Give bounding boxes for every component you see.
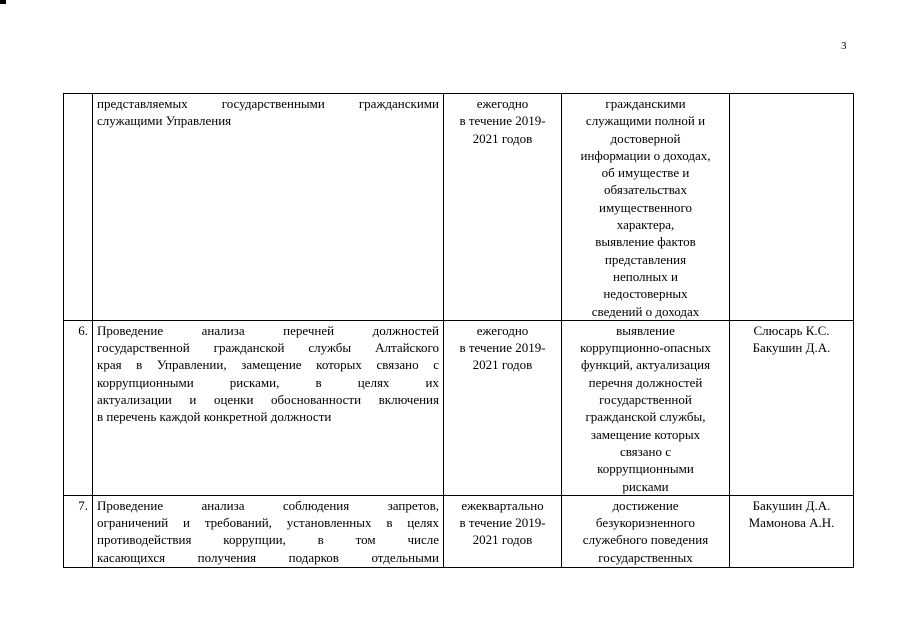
action-line: государственной гражданской службы Алтайского (97, 340, 439, 356)
term-cell: ежеквартально в течение 2019- 2021 годов (444, 495, 562, 567)
action-line: ограничений и требований, установленных в целях (97, 515, 439, 531)
table-row (64, 94, 854, 321)
row-number-cell: 6. (64, 320, 93, 495)
action-line: коррупционными рисками, в целях их (97, 374, 439, 390)
scan-corner-mark (0, 0, 6, 4)
responsible-cell (730, 94, 854, 321)
action-cell (93, 495, 444, 567)
action-line: служащими Управления (97, 113, 232, 129)
row-number-cell (64, 94, 93, 321)
action-line: Проведение анализа перечней должностей (97, 322, 439, 338)
action-line: актуализации и оценки обоснованности включения (97, 392, 439, 408)
result-cell: гражданскими служащими полной и достоверной информации о доходах, об имуществе и обязательствах имущественного характера, выявление фактов представления неполных и недостоверных сведений о доходах (562, 94, 730, 321)
result-cell: достижение безукоризненного служебного поведения государственных (562, 495, 730, 567)
responsible-cell: Бакушин Д.А. Мамонова А.Н. (730, 495, 854, 567)
table-row (64, 320, 854, 495)
action-line: представляемых государственными гражданскими (97, 96, 439, 111)
measures-table (63, 93, 854, 568)
term-cell: ежегодно в течение 2019- 2021 годов (444, 94, 562, 321)
action-line: края в Управлении, замещение которых связано с (97, 357, 439, 373)
row-number-cell: 7. (64, 495, 93, 567)
table-row (64, 495, 854, 567)
page-number: 3 (841, 40, 847, 52)
responsible-cell: Слюсарь К.С. Бакушин Д.А. (730, 320, 854, 495)
action-cell (93, 320, 444, 495)
action-line: касающихся получения подарков отдельными (97, 549, 439, 565)
action-cell (93, 94, 444, 321)
action-line: противодействия коррупции, в том числе (97, 532, 439, 548)
result-cell: выявление коррупционно-опасных функций, актуализация перечня должностей государственной гражданской службы, замещение которых связано с коррупционными рисками (562, 320, 730, 495)
term-cell: ежегодно в течение 2019- 2021 годов (444, 320, 562, 495)
action-line: Проведение анализа соблюдения запретов, (97, 497, 439, 513)
action-line: в перечень каждой конкретной должности (97, 409, 332, 425)
